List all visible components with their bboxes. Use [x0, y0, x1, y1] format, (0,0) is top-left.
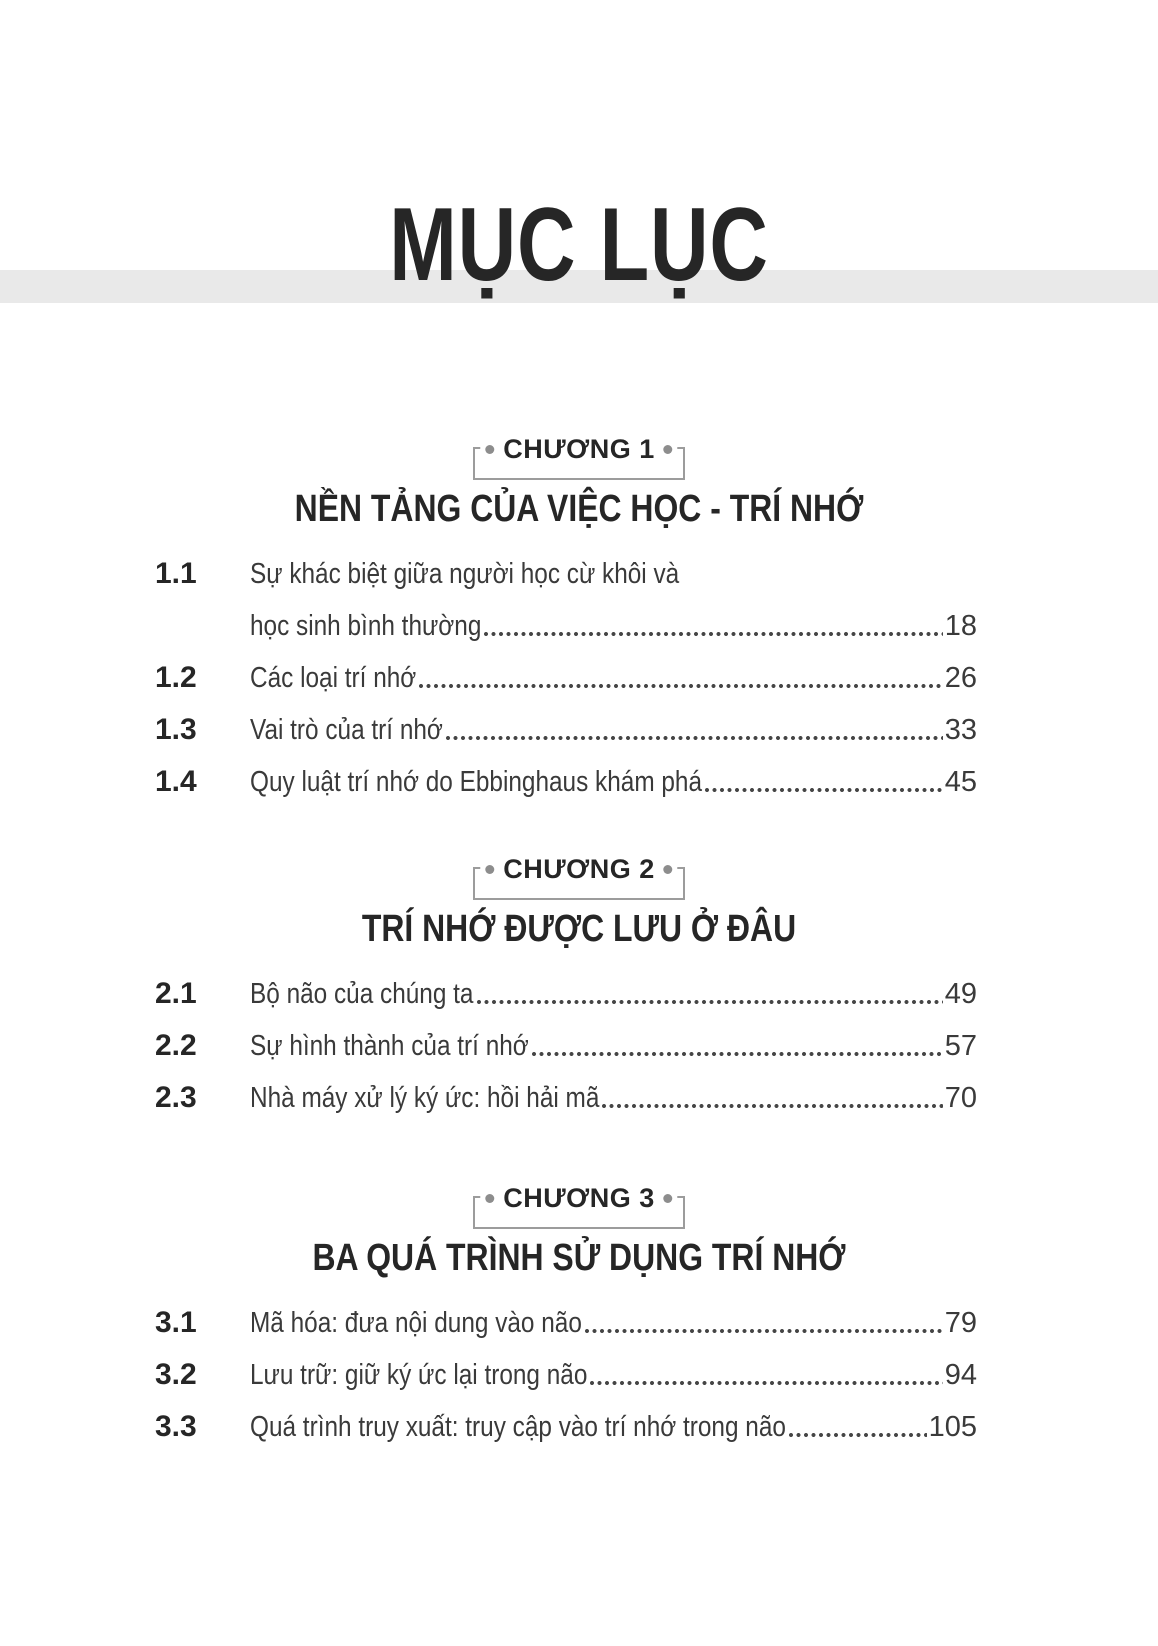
toc-entry-title: Sự hình thành của trí nhớ — [250, 1030, 529, 1062]
toc-entry-page: 45 — [944, 766, 977, 798]
toc-entry-title: Quy luật trí nhớ do Ebbinghaus khám phá — [250, 766, 703, 798]
toc-entry-line — [250, 1072, 977, 1124]
toc-entry-number: 1.3 — [155, 713, 197, 746]
toc-entry-page: 79 — [944, 1307, 977, 1339]
toc-entry-title: Vai trò của trí nhớ — [250, 714, 443, 746]
toc-entry-body — [250, 652, 977, 704]
badge-left-dot-icon — [485, 1194, 494, 1203]
chapter-badge-text: CHƯƠNG 3 — [503, 1182, 655, 1213]
chapter-badge-label — [480, 852, 677, 886]
toc-entry-body — [250, 548, 977, 652]
dot-leader — [476, 999, 943, 1005]
toc-list — [155, 1297, 977, 1453]
chapter-section — [0, 433, 1158, 808]
toc-entry-number: 1.2 — [155, 661, 197, 694]
toc-entry-number: 1.1 — [155, 557, 197, 590]
toc-entry-page: 18 — [944, 610, 977, 642]
chapter-title: BA QUÁ TRÌNH SỬ DỤNG TRÍ NHỚ — [312, 1237, 846, 1279]
toc-list — [155, 968, 977, 1124]
toc-entry-line — [250, 652, 977, 704]
toc-entry — [155, 1349, 977, 1401]
toc-entry-body — [250, 1401, 977, 1453]
toc-entry-page: 105 — [928, 1411, 977, 1443]
toc-entry-page: 70 — [944, 1082, 977, 1114]
toc-entry-line — [250, 600, 977, 652]
toc-entry-body — [250, 1297, 977, 1349]
toc-entry — [155, 968, 977, 1020]
toc-entry — [155, 652, 977, 704]
dot-leader — [584, 1328, 943, 1334]
toc-entry-body — [250, 968, 977, 1020]
toc-entry-number: 2.3 — [155, 1081, 197, 1114]
toc-entry-page: 49 — [944, 978, 977, 1010]
dot-leader — [483, 631, 942, 637]
chapter-badge — [473, 433, 685, 480]
toc-entry-line — [250, 704, 977, 756]
toc-entry-number: 3.3 — [155, 1410, 197, 1443]
chapter-badge — [473, 1182, 685, 1229]
dot-leader — [445, 735, 943, 741]
dot-leader — [589, 1380, 942, 1386]
dot-leader — [788, 1432, 927, 1438]
dot-leader — [418, 683, 942, 689]
badge-left-dot-icon — [485, 865, 494, 874]
toc-entry-line — [250, 1349, 977, 1401]
dot-leader — [531, 1051, 943, 1057]
page-title: MỤC LỤC — [389, 187, 769, 303]
badge-right-dot-icon — [664, 865, 673, 874]
toc-entry — [155, 1297, 977, 1349]
toc-entry-body — [250, 704, 977, 756]
chapter-section — [0, 1182, 1158, 1453]
toc-entry-number: 2.2 — [155, 1029, 197, 1062]
badge-right-dot-icon — [664, 1194, 673, 1203]
toc-entry-page: 57 — [944, 1030, 977, 1062]
toc-entry-title: Các loại trí nhớ — [250, 662, 417, 694]
chapter-title: TRÍ NHỚ ĐƯỢC LƯU Ở ĐÂU — [361, 908, 797, 950]
toc-entry-title: Nhà máy xử lý ký ức: hồi hải mã — [250, 1082, 600, 1114]
toc-entry — [155, 756, 977, 808]
toc-entry-title: Mã hóa: đưa nội dung vào não — [250, 1307, 582, 1339]
dot-leader — [704, 787, 943, 793]
toc-entry-line — [250, 968, 977, 1020]
toc-entry-title: Lưu trữ: giữ ký ức lại trong não — [250, 1359, 588, 1391]
toc-entry-number: 2.1 — [155, 977, 197, 1010]
chapter-badge-label — [480, 1181, 677, 1215]
toc-entry — [155, 704, 977, 756]
toc-entry-line — [250, 548, 977, 600]
dot-leader — [601, 1103, 942, 1109]
chapter-badge-text: CHƯƠNG 2 — [503, 853, 655, 884]
badge-right-dot-icon — [664, 445, 673, 454]
toc-entry-body — [250, 1349, 977, 1401]
chapter-section — [0, 853, 1158, 1124]
toc-entry — [155, 1401, 977, 1453]
toc-entry — [155, 1072, 977, 1124]
toc-entry-number: 3.2 — [155, 1358, 197, 1391]
toc-entry-body — [250, 1072, 977, 1124]
toc-entry — [155, 548, 977, 652]
toc-entry-line — [250, 1401, 977, 1453]
toc-entry — [155, 1020, 977, 1072]
toc-entry-title-line1: Sự khác biệt giữa người học cừ khôi và — [250, 558, 680, 590]
toc-entry-number: 3.1 — [155, 1306, 197, 1339]
toc-entry-title: Quá trình truy xuất: truy cập vào trí nhớ trong não — [250, 1411, 786, 1443]
chapter-title: NỀN TẢNG CỦA VIỆC HỌC - TRÍ NHỚ — [294, 488, 864, 530]
chapter-badge-text: CHƯƠNG 1 — [503, 433, 655, 464]
toc-entry-title: Bộ não của chúng ta — [250, 978, 474, 1010]
toc-entry-body — [250, 756, 977, 808]
toc-entry-number: 1.4 — [155, 765, 197, 798]
toc-entry-line — [250, 1297, 977, 1349]
toc-entry-line — [250, 1020, 977, 1072]
toc-entry-title: học sinh bình thường — [250, 610, 482, 642]
toc-entry-page: 26 — [944, 662, 977, 694]
toc-entry-page: 33 — [944, 714, 977, 746]
chapter-badge-label — [480, 432, 677, 466]
toc-list — [155, 548, 977, 808]
badge-left-dot-icon — [485, 445, 494, 454]
toc-entry-body — [250, 1020, 977, 1072]
toc-entry-page: 94 — [944, 1359, 977, 1391]
chapter-badge — [473, 853, 685, 900]
toc-entry-line — [250, 756, 977, 808]
